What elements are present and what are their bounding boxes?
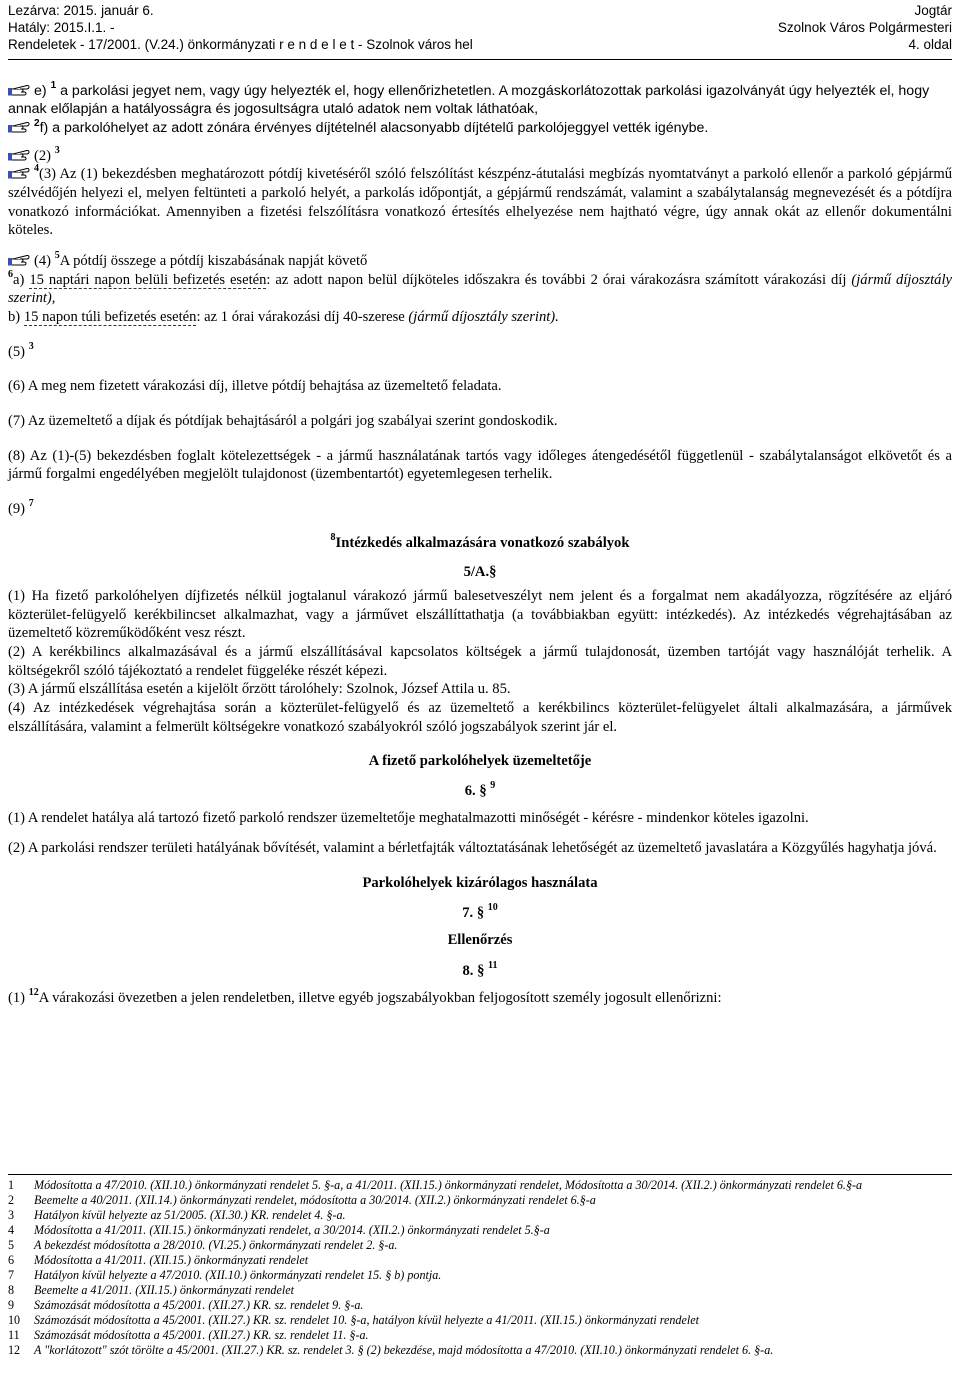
footnote-item: [8, 1343, 952, 1358]
section-5a-para-1: (1) Ha fizető parkolóhelyen díjfizetés nélkül jogtalanul várakozó jármű balesetveszélyt nem jelent és a forgalmat nem akadályozza, rögzítésére az eljáró közterület-felügyelő kerékbilincset alkalmazhat, vagy a járművet elszállíttathatja (a továbbiakban együtt: intézkedés). Az intézkedés végrehajtásában az üzemeltető közreműködőként vesz részt.: [8, 587, 952, 642]
footnote-text: Beemelte a 41/2011. (XII.15.) önkormányzati rendelet: [34, 1283, 294, 1297]
section-number-8: [8, 962, 952, 981]
footnote-text: Módosította a 41/2011. (XII.15.) önkormányzati rendelet: [34, 1253, 309, 1267]
footnote-item: [8, 1283, 952, 1298]
footnote-ref[interactable]: 8: [330, 531, 336, 543]
paragraph-9-label: (9): [8, 500, 26, 517]
item-e-label: e): [34, 83, 47, 99]
footnote-number: 8: [8, 1283, 15, 1297]
footnote-item: [8, 1313, 952, 1328]
item-f-text: f) a parkolóhelyet az adott zónára érvényes díjtételnél alacsonyabb díjtételű parkolójeggyel vették igénybe.: [39, 120, 709, 137]
section-5a-para-3: (3) A jármű elszállítása esetén a kijelölt őrzött tárolóhely: Szolnok, József Attila u. 85.: [8, 681, 511, 698]
footnote-item: [8, 1193, 952, 1208]
paragraph-2: [8, 144, 952, 166]
header-page-number: 4. oldal: [908, 37, 952, 52]
paragraph-5: [8, 340, 952, 362]
item-e-text: a parkolási jegyet nem, vagy úgy helyezték el, hogy ellenőrizhetetlen. A mozgáskorlátozottak parkolási igazolványát úgy helyezték el, hogy annak előlapján a hatályosságra és jogosultságra utaló adatok nem voltak láthatóak,: [8, 83, 930, 118]
footnotes-divider: [8, 1174, 952, 1175]
footnote-text: Számozását módosította a 45/2001. (XII.27.) KR. sz. rendelet 9. §-a.: [34, 1298, 364, 1312]
header-issuer: Szolnok Város Polgármesteri: [777, 20, 952, 35]
footnote-number: 1: [8, 1178, 15, 1192]
section-6-para-2: (2) A parkolási rendszer területi hatályának bővítését, valamint a bérletfajták változtatásának lehetőségét az üzemeltető javaslatára a Közgyűlés hagyhatja jóvá.: [8, 840, 937, 857]
paragraph-6: (6) A meg nem fizetett várakozási díj, illetve pótdíj behajtása az üzemeltető feladata.: [8, 378, 502, 395]
paragraph-f: [8, 119, 952, 137]
section-heading-measures: [8, 531, 952, 553]
document-body: [8, 82, 952, 1007]
header-left: [8, 2, 473, 53]
header-right: [778, 2, 952, 53]
footnote-ref[interactable]: 4: [34, 163, 39, 175]
item-b-deadline: 15 napon túli befizetés esetén: [23, 308, 197, 325]
footnote-ref[interactable]: 1: [50, 80, 57, 92]
footnote-ref[interactable]: 6: [8, 268, 13, 280]
header-document-title: Rendeletek - 17/2001. (V.24.) önkormányzati r e n d e l e t - Szolnok város hel: [8, 37, 473, 52]
footnote-ref[interactable]: 2: [34, 117, 40, 129]
paragraph-5-label: (5): [8, 343, 26, 360]
header-brand: Jogtár: [914, 3, 952, 18]
footnote-number: 7: [8, 1268, 15, 1282]
section-heading-exclusive-use: Parkolóhelyek kizárólagos használata: [362, 875, 598, 891]
item-b-text: : az 1 órai várakozási díj 40-szerese: [196, 308, 405, 325]
footnote-item: [8, 1178, 952, 1193]
paragraph-text: A várakozási övezetben a jelen rendeletben, illetve egyéb jogszabályokban feljogosított személy jogosult ellenőrizni:: [38, 989, 722, 1006]
footnote-text: Hatályon kívül helyezte a 47/2010. (XII.10.) önkormányzati rendelet 15. § b) pontja.: [34, 1268, 442, 1282]
paragraph-e: [8, 82, 952, 118]
footnote-text: Módosította a 41/2011. (XII.15.) önkormányzati rendelet, a 30/2014. (XII.2.) önkormányzati rendelet 5.§-a: [34, 1223, 550, 1237]
paragraph-8: (8) Az (1)-(5) bekezdésben foglalt kötelezettségek - a jármű használatának tartós vagy időleges átengedésétől függetlenül - szabálytalanságot elkövetőt és a jármű forgalmi engedélyében megjelölt tulajdonost (üzembentartót) egyetemlegesen terhelik.: [8, 447, 952, 483]
section-number-5a: 5/A.§: [463, 564, 497, 581]
footnote-ref[interactable]: 11: [488, 960, 498, 972]
footnote-ref[interactable]: 12: [28, 986, 39, 998]
footnote-ref[interactable]: 7: [28, 498, 34, 510]
footnote-number: 9: [8, 1298, 15, 1312]
item-b: [8, 308, 952, 327]
footnote-item: [8, 1298, 952, 1313]
paragraph-9: [8, 500, 952, 519]
footnotes: [8, 1178, 952, 1358]
pointing-hand-icon[interactable]: [8, 253, 30, 265]
section-number-text: 7. §: [462, 904, 485, 921]
section-number-text: 6. §: [464, 782, 487, 799]
footnote-text: Beemelte a 40/2011. (XII.14.) önkormányzati rendelet, módosította a 30/2014. (XII.2.) önkormányzati rendelet 6.§-a: [34, 1193, 596, 1207]
pointing-hand-icon[interactable]: [8, 148, 30, 160]
footnote-ref[interactable]: 5: [54, 250, 60, 262]
footnote-number: 2: [8, 1193, 15, 1207]
paragraph-4-text: A pótdíj összege a pótdíj kiszabásának napját követő: [59, 252, 368, 269]
paragraph-7: (7) Az üzemeltető a díjak és pótdíjak behajtásáról a polgári jog szabályai szerint gondoskodik.: [8, 412, 558, 429]
item-a-label: a): [13, 271, 25, 288]
section-6-para-1: (1) A rendelet hatálya alá tartozó fizető parkoló rendszer üzemeltetője meghatalmazotti minőségét - kérésre - mindenkor köteles igazolni.: [8, 809, 809, 826]
footnote-number: 3: [8, 1208, 15, 1222]
footnote-item: [8, 1223, 952, 1238]
heading-text: Intézkedés alkalmazására vonatkozó szabályok: [335, 534, 630, 551]
footnote-number: 4: [8, 1223, 15, 1237]
footnote-text: Hatályon kívül helyezte az 51/2005. (XI.30.) KR. rendelet 4. §-a.: [34, 1208, 346, 1222]
item-a-note: (jármű díjosztály szerint),: [8, 271, 953, 307]
item-a-deadline: 15 naptári napon belüli befizetés esetén: [29, 271, 267, 288]
paragraph-4-label: (4): [34, 252, 52, 269]
footnote-number: 6: [8, 1253, 15, 1267]
section-number-7: [8, 901, 952, 923]
footnote-item: [8, 1328, 952, 1343]
footnote-ref[interactable]: 3: [54, 144, 60, 156]
footnote-ref[interactable]: 9: [490, 780, 496, 792]
footnote-item: [8, 1238, 952, 1253]
footnote-text: Számozását módosította a 45/2001. (XII.27.) KR. sz. rendelet 11. §-a.: [34, 1328, 369, 1342]
section-heading-control: Ellenőrzés: [447, 932, 513, 949]
paragraph-label: (1): [8, 989, 26, 1006]
section-8-para-1: [8, 986, 952, 1008]
paragraph-3-text: (3) Az (1) bekezdésben meghatározott pótdíj kivetéséről szóló felszólítást készpénz-átutalási megbízás nyomtatványt a parkoló ellenőr a parkoló gépjármű szélvédőjén helyezi el, melyen feltünteti a parkoló helyét, a parkolás időpontját, a gépjármű rendszámát, valamint a szabálytalanság megnevezését és a pótdíjra vonatkozó információkat. Amennyiben a fizetési felszólításra vonatkozó értesítés elhelyezése nem hajtható végre, úgy annak okát az ellenőr dokumentálni köteles.: [8, 166, 952, 239]
paragraph-2-label: (2): [34, 147, 52, 164]
item-b-label: b): [8, 308, 21, 325]
header-divider: [8, 59, 952, 60]
item-a: [8, 268, 953, 308]
section-heading-operator: A fizető parkolóhelyek üzemeltetője: [368, 753, 592, 770]
header-closed-date: Lezárva: 2015. január 6.: [8, 3, 154, 18]
footnote-number: 12: [8, 1343, 21, 1357]
header-effective: Hatály: 2015.I.1. -: [8, 20, 115, 35]
footnote-item: [8, 1253, 952, 1268]
paragraph-4: [8, 252, 952, 271]
footnote-ref[interactable]: 10: [487, 901, 498, 913]
footnote-text: A bekezdést módosította a 28/2010. (VI.25.) önkormányzati rendelet 2. §-a.: [34, 1238, 398, 1252]
section-number-text: 8. §: [462, 963, 485, 980]
footnote-number: 11: [8, 1328, 20, 1342]
footnote-ref[interactable]: 3: [28, 340, 34, 352]
section-5a-para-2: (2) A kerékbilincs alkalmazásával és a jármű elszállításával kapcsolatos költségek a jármű tulajdonosát, üzemben tartóját vagy használóját terhelik. A költségekről szóló tájékoztató a rendelet függeléke részét képezi.: [8, 643, 952, 679]
footnote-text: Számozását módosította a 45/2001. (XII.27.) KR. sz. rendelet 10. §-a, hatályon kívül helyezte a 41/2011. (XII.15.) önkormányzati rendelet: [34, 1313, 699, 1327]
item-a-text: : az adott napon belül díjköteles időszakra és további 2 órai várakozásra számított várakozási díj: [266, 271, 847, 288]
footnote-number: 5: [8, 1238, 15, 1252]
footnote-item: [8, 1268, 952, 1283]
pointing-hand-icon[interactable]: [8, 120, 30, 132]
section-number-6: [8, 782, 952, 801]
footnote-item: [8, 1208, 952, 1223]
item-b-note: (jármű díjosztály szerint).: [408, 308, 559, 325]
pointing-hand-icon[interactable]: [8, 83, 30, 95]
footnote-text: A "korlátozott" szót törölte a 45/2001. (XII.27.) KR. sz. rendelet 3. § (2) bekezdése, majd módosította a 47/2010. (XII.10.) önkormányzati rendelet 6. §-a.: [34, 1343, 774, 1357]
footnote-number: 10: [8, 1313, 21, 1327]
footnote-text: Módosította a 47/2010. (XII.10.) önkormányzati rendelet 5. §-a, a 41/2011. (XII.15.) önkormányzati rendelet, Módosította a 30/2014. (XII.2.) önkormányzati rendelet 6.§-a: [34, 1178, 863, 1192]
pointing-hand-icon[interactable]: [8, 166, 30, 178]
section-5a-para-4: (4) Az intézkedések végrehajtása során a közterület-felügyelő és az üzemeltető a kerékbilincs közterület-felügyelet általi alkalmazására, a járművek elszállítására, valamint a felmerült költségekre vonatkozó szabályokról szóló jogszabályok szerint jár el.: [8, 699, 952, 735]
paragraph-3: [8, 165, 952, 240]
